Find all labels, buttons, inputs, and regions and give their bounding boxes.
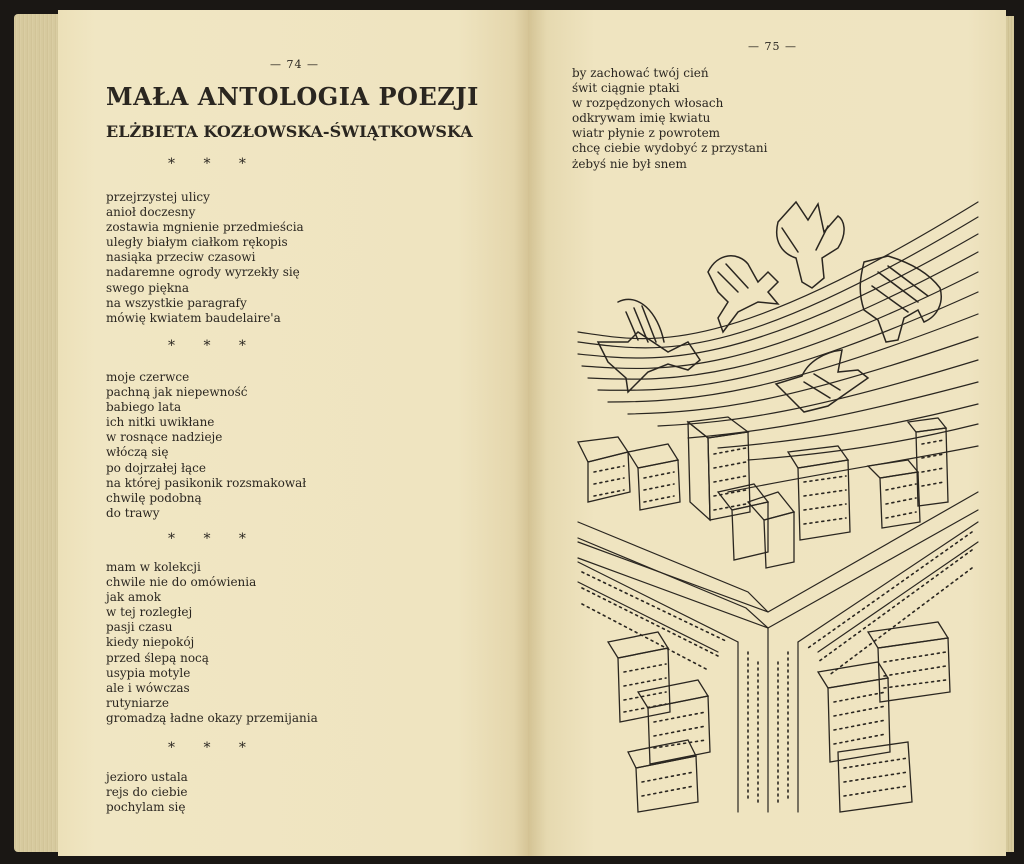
poem-line: anioł doczesny xyxy=(106,205,196,220)
poem-line: mam w kolekcji xyxy=(106,560,201,574)
author-name: ELŻBIETA KOZŁOWSKA-ŚWIĄTKOWSKA xyxy=(106,122,473,141)
poem-line: swego piękna xyxy=(106,280,190,295)
left-page xyxy=(58,10,528,856)
section-separator: * * * xyxy=(168,338,258,354)
poem-line: ich nitki uwikłane xyxy=(106,415,215,430)
poem-line: chcę ciebie wydobyć z przystani xyxy=(572,141,768,156)
poem-line: na której pasikonik rozsmakował xyxy=(106,475,307,490)
poem-line: w rozpędzonych włosach xyxy=(572,96,724,111)
wind-lines xyxy=(578,202,978,492)
poem-line: odkrywam imię kwiatu xyxy=(572,111,711,126)
page-number: — 74 — xyxy=(270,58,319,71)
poem-line: kiedy niepokój xyxy=(106,635,195,650)
poem-line: uległy białym ciałkom rękopis xyxy=(106,235,288,250)
poem-line: gromadzą ładne okazy przemijania xyxy=(106,710,318,725)
open-book xyxy=(14,10,1014,856)
poem-line: nadaremne ogrody wyrzekły się xyxy=(106,265,300,280)
poem xyxy=(106,190,304,326)
poem-line: pachną jak niepewność xyxy=(106,385,248,400)
poem-line: rutyniarze xyxy=(106,695,169,710)
section-separator: * * * xyxy=(168,740,258,756)
poem-line: mówię kwiatem baudelaire'a xyxy=(106,310,281,325)
poem-line: przejrzystej ulicy xyxy=(106,190,210,204)
poem-line: przed ślepą nocą xyxy=(106,650,209,665)
poem-line: babiego lata xyxy=(106,400,182,415)
right-page xyxy=(528,10,1006,856)
page-edges-left xyxy=(14,14,62,852)
poem-line: moje czerwce xyxy=(106,370,190,384)
poem-line: usypia motyle xyxy=(106,665,191,680)
poem-line: w rosnące nadzieje xyxy=(106,430,223,445)
poem-line: włóczą się xyxy=(106,445,169,460)
poem xyxy=(572,66,768,172)
birds-over-city-illustration xyxy=(568,192,980,814)
window-marks xyxy=(582,440,972,802)
poem xyxy=(106,370,306,521)
poem-line: pochylam się xyxy=(106,800,186,815)
poem xyxy=(106,560,318,726)
poem xyxy=(106,770,188,815)
poem-line: chwile nie do omówienia xyxy=(106,575,257,590)
buildings-bottom xyxy=(608,622,950,812)
bird xyxy=(777,202,844,288)
poem-line: świt ciągnie ptaki xyxy=(572,81,680,96)
poem-line: chwilę podobną xyxy=(106,490,202,505)
page-number: — 75 — xyxy=(748,40,797,53)
poem-line: jak amok xyxy=(106,590,161,605)
bird xyxy=(860,256,941,342)
poem-line: by zachować twój cień xyxy=(572,66,709,80)
poem-line: nasiąka przeciw czasowi xyxy=(106,250,256,265)
poem-line: ale i wówczas xyxy=(106,680,190,695)
poem-line: żebyś nie był snem xyxy=(572,156,687,171)
section-separator: * * * xyxy=(168,156,258,172)
poem-line: wiatr płynie z powrotem xyxy=(572,126,721,141)
poem-line: zostawia mgnienie przedmieścia xyxy=(106,220,304,235)
poem-line: jezioro ustala xyxy=(106,770,188,784)
poem-line: pasji czasu xyxy=(106,620,173,635)
poem-line: w tej rozległej xyxy=(106,605,193,620)
anthology-title: MAŁA ANTOLOGIA POEZJI xyxy=(106,82,479,111)
section-separator: * * * xyxy=(168,531,258,547)
poem-line: na wszystkie paragrafy xyxy=(106,295,247,310)
poem-line: rejs do ciebie xyxy=(106,785,188,800)
poem-line: do trawy xyxy=(106,505,160,520)
poem-line: po dojrzałej łące xyxy=(106,460,206,475)
